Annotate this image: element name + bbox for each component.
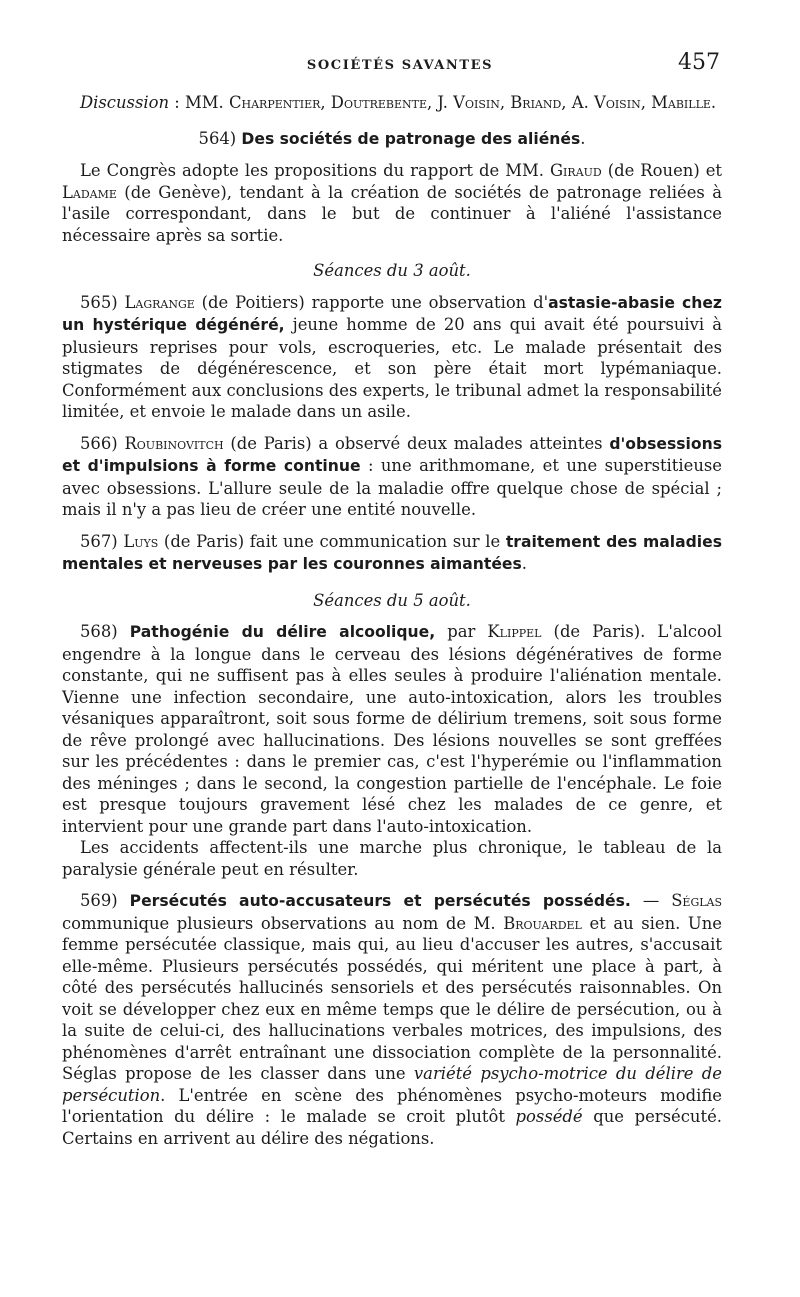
number-566: 566) [80, 433, 125, 453]
seance-heading-3-aout: Séances du 3 août. [313, 261, 471, 280]
seance-heading-5-aout: Séances du 5 août. [313, 590, 471, 610]
page-header [0, 50, 800, 80]
text-565-b: jeune homme de 20 ans qui avait été poursuivi à plusieurs reprises pour vols, escroqueries, etc. Le malade présentait des stigmates de dégénérescence, et son père était mort lypémaniaque. Conformément aux conclusions des experts, le tribunal admet la responsabilité limitée, et envoie le malade dans un asile. [62, 315, 722, 421]
title-565: astasie-abasie chez un hystérique dégénéré, [62, 293, 722, 334]
title-564: Des sociétés de patronage des aliénés [241, 129, 581, 148]
title-569: Persécutés auto-accusateurs et persécutés possédés. [129, 892, 631, 910]
number-567: 567) [80, 531, 124, 551]
text-568-b: (de Paris). L'alcool engendre à la longue dans le cerveau des lésions dégénératives de forme constante, qui ne suffisent pas à elles seules à produire l'aliénation mentale. Vienne une infection secondaire, une auto-intoxication, alors les troubles vésaniques apparaîtront, soit sous forme de délirium tremens, soit sous forme de rêve prolongé avec hallucinations. Des lésions nouvelles se sont greffées sur les précédentes : dans le premier cas, c'est l'hyperémie ou l'inflammation des méninges ; dans le second, la congestion partielle de l'encéphale. Le foie est presque toujours gravement lésé chez les malades de ce genre, et intervient pour une grande part dans l'auto-intoxication. [62, 622, 722, 836]
number-564: 564) [198, 128, 237, 148]
paragraph-568 [62, 621, 722, 837]
author-lagrange: Lagrange [124, 292, 195, 312]
author-klippel: Klippel [487, 622, 542, 641]
discussion-prefix: : MM. [169, 93, 229, 112]
paragraph-565 [62, 292, 722, 423]
text-569-a: communique plusieurs observations au nom de M. [62, 913, 504, 933]
discussion-names: Charpentier, Doutrebente, J. Voisin, Briand, A. Voisin, Mabille [228, 93, 711, 112]
title-566: d'obsessions et d'impulsions à forme continue [62, 434, 723, 475]
text-564-a: Le Congrès adopte les propositions du rapport de MM. [80, 161, 550, 180]
author-ladame: Ladame [62, 182, 117, 202]
paragraph-564 [62, 160, 722, 246]
text-564-b: (de Rouen) et [601, 161, 723, 180]
author-giraud: Giraud [549, 161, 602, 180]
discussion-end: . [710, 93, 717, 112]
author-roubinovitch: Roubinovitch [124, 433, 224, 453]
text-568-a: par [435, 622, 488, 641]
text-565-a: (de Poitiers) rapporte une observation d' [194, 292, 549, 312]
italic-569-variete: variété psycho-motrice du délire de persécution [62, 1064, 722, 1105]
page-number: 457 [678, 50, 720, 75]
paragraph-566 [62, 433, 722, 521]
number-568: 568) [80, 622, 130, 641]
running-title: SOCIÉTÉS SAVANTES [306, 58, 494, 73]
text-569-b: et au sien. Une femme persécutée classique, mais qui, au lieu d'accuser les autres, s'accusait elle-même. Plusieurs persécutés possédés, qui méritent une place à part, à côté des persécutés hallucinés sensoriels et des persécutés raisonnables. On voit se développer chez eux en même temps que le délire de persécution, ou à la suite de celui-ci, des hallucinations verbales motrices, des impulsions, des phénomènes d'arrêt entraînant une dissociation complète de la personnalité. Séglas propose de les classer dans une [62, 913, 722, 1083]
paragraph-568-continued: Les accidents affectent-ils une marche plus chronique, le tableau de la paralysie générale peut en résulter. [62, 838, 722, 879]
text-566-b: : une arithmomane, et une superstitieuse avec obsessions. L'allure seule de la maladie offre quelque chose de spécial ; mais il n'y a pas lieu de créer une entité nouvelle. [62, 456, 722, 519]
title-568: Pathogénie du délire alcoolique, [129, 623, 436, 641]
heading-564 [62, 128, 722, 151]
author-seglas: Séglas [671, 891, 723, 910]
body-text [62, 92, 722, 1149]
text-566-a: (de Paris) a observé deux malades atteintes [223, 433, 610, 453]
title-567: traitement des maladies mentales et nerveuses par les couronnes aimantées [62, 532, 723, 573]
text-564-c: (de Genève), tendant à la création de sociétés de patronage reliées à l'asile correspondant, dans le but de continuer à l'aliéné l'assistance nécessaire après sa sortie. [62, 182, 722, 245]
text-567-a: (de Paris) fait une communication sur le [158, 531, 506, 551]
text-569-d: que persécuté. Certains en arrivent au délire des négations. [62, 1107, 722, 1148]
discussion-paragraph [62, 92, 722, 114]
discussion-label: Discussion [80, 93, 170, 112]
author-brouardel: Brouardel [503, 913, 582, 933]
italic-569-possede: possédé [515, 1107, 583, 1126]
number-565: 565) [80, 292, 125, 312]
paragraph-569 [62, 890, 722, 1149]
dash-569: — [630, 891, 672, 910]
paragraph-567 [62, 531, 722, 576]
text-569-c: . L'entrée en scène des phénomènes psycho-moteurs modifie l'orientation du délire : le malade se croit plutôt [62, 1085, 722, 1126]
title-564-end: . [580, 128, 586, 148]
text-567-end: . [521, 554, 528, 573]
author-luys: Luys [123, 531, 159, 551]
number-569: 569) [80, 891, 130, 910]
